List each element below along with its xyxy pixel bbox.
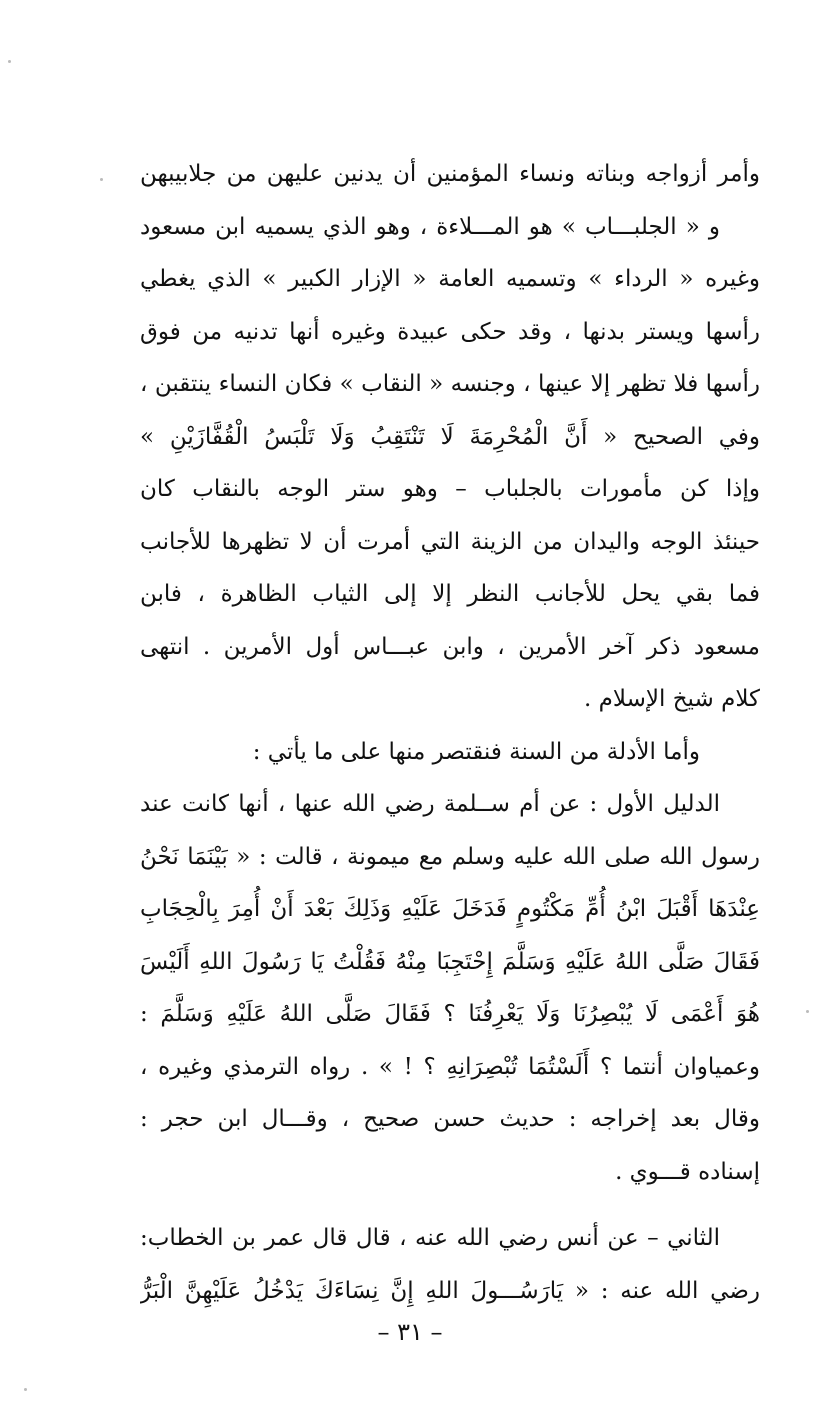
text-line: رضي الله عنه : « يَارَسُـــولَ اللهِ إِنَّ نِسَاءَكَ يَدْخُلُ عَلَيْهِنَّ الْبَرُّ	[140, 1277, 760, 1304]
text-line: مسعود ذكر آخر الأمرين ، وابن عبـــاس أول الأمرين . انتهى	[140, 633, 760, 660]
text-line: رأسها فلا تظهر إلا عينها ، وجنسه « النقاب » فكان النساء ينتقبن ،	[140, 371, 760, 397]
text-line: وقال بعد إخراجه : حديث حسن صحيح ، وقـــال ابن حجر :	[140, 1106, 760, 1132]
scan-speck	[24, 1388, 27, 1391]
scan-speck	[806, 1010, 809, 1013]
text-line: فَقَالَ صَلَّى اللهُ عَلَيْهِ وَسَلَّمَ إِحْتَجِبَا مِنْهُ فَقُلْتُ يَا رَسُولَ اللهِ أَلَيْسَ	[140, 948, 760, 975]
text-line: كلام شيخ الإسلام .	[584, 686, 760, 712]
text-line: حينئذ الوجه واليدان من الزينة التي أمرت أن لا تظهرها للأجانب	[140, 528, 760, 555]
scan-speck	[100, 178, 103, 181]
page-number: – ٣١ –	[377, 1318, 443, 1346]
text-line: وإذا كن مأمورات بالجلباب – وهو ستر الوجه بالنقاب كان	[140, 476, 760, 502]
text-line: و « الجلبـــاب » هو المـــلاءة ، وهو الذي يسميه ابن مسعود	[140, 213, 720, 240]
text-line: هُوَ أَعْمَى لَا يُبْصِرُنَا وَلَا يَعْرِفُنَا ؟ فَقَالَ صَلَّى اللهُ عَلَيْهِ وَسَلَّمَ :	[140, 1001, 760, 1027]
text-line: فما بقي يحل للأجانب النظر إلا إلى الثياب الظاهرة ، فابن	[140, 581, 760, 607]
text-line: عِنْدَهَا أَقْبَلَ ابْنُ أُمِّ مَكْتُومٍ فَدَخَلَ عَلَيْهِ وَذَلِكَ بَعْدَ أَنْ أُمِرَ بِالْحِجَابِ	[140, 896, 760, 922]
text-line: الثاني – عن أنس رضي الله عنه ، قال قال عمر بن الخطاب:	[140, 1225, 720, 1251]
text-line: وعمياوان أنتما ؟ أَلَسْتُمَا تُبْصِرَانِهِ ؟ ! » . رواه الترمذي وغيره ،	[140, 1053, 760, 1080]
paragraph-gap	[140, 1198, 760, 1212]
text-line: الدليل الأول : عن أم ســلمة رضي الله عنها ، أنها كانت عند	[140, 791, 720, 817]
text-line: وفي الصحيح « أَنَّ الْمُحْرِمَةَ لَا تَنْتَقِبُ وَلَا تَلْبَسُ الْقُفَّازَيْنِ »	[140, 423, 760, 450]
body-text	[140, 148, 760, 1317]
text-line: وغيره « الرداء » وتسميه العامة « الإزار الكبير » الذي يغطي	[140, 266, 760, 292]
text-line: رسول الله صلى الله عليه وسلم مع ميمونة ، قالت : « بَيْنَمَا نَحْنُ	[140, 843, 760, 870]
scan-speck	[8, 60, 11, 63]
text-line: إسناده قـــوي .	[615, 1158, 760, 1185]
text-line: وأما الأدلة من السنة فنقتصر منها على ما يأتي :	[252, 738, 700, 765]
text-line: رأسها ويستر بدنها ، وقد حكى عبيدة وغيره أنها تدنيه من فوق	[140, 318, 760, 345]
text-line: وأمر أزواجه وبناته ونساء المؤمنين أن يدنين عليهن من جلابيبهن	[140, 161, 760, 187]
